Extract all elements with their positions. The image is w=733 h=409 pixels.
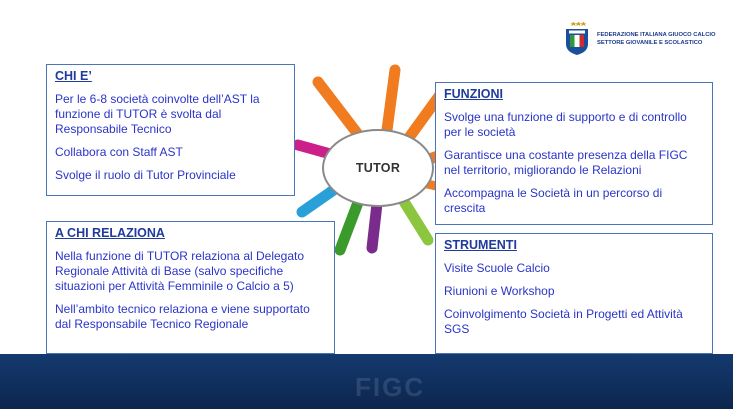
box-strumenti-title: STRUMENTI	[444, 238, 517, 252]
box-funzioni-item: Garantisce una costante presenza della FIGC nel territorio, migliorando le Relazioni	[444, 148, 688, 177]
box-strumenti-item: Coinvolgimento Società in Progetti ed Attività SGS	[444, 307, 683, 336]
box-chi-e-item: Svolge il ruolo di Tutor Provinciale	[55, 168, 236, 182]
box-strumenti-item: Riunioni e Workshop	[444, 284, 555, 298]
box-chi-e	[46, 64, 295, 196]
figc-shield-icon	[563, 22, 591, 56]
center-label: TUTOR	[355, 161, 401, 175]
footer-watermark: FIGC	[355, 372, 426, 402]
box-a-chi-relaziona-item: Nella funzione di TUTOR relaziona al Delegato Regionale Attività di Base (salvo specifiche situazioni per Attività Femminile o Calcio a 5)	[55, 249, 305, 293]
logo-line-2: SETTORE GIOVANILE E SCOLASTICO	[597, 40, 703, 46]
box-chi-e-item: Collabora con Staff AST	[55, 145, 183, 159]
box-strumenti	[435, 233, 713, 354]
center-node	[322, 129, 434, 207]
footer-band	[0, 354, 733, 409]
box-funzioni	[435, 82, 713, 225]
box-strumenti-item: Visite Scuole Calcio	[444, 261, 550, 275]
box-a-chi-relaziona-title: A CHI RELAZIONA	[55, 226, 165, 240]
box-chi-e-item: Per le 6-8 società coinvolte dell’AST la funzione di TUTOR è svolta dal Responsabile Tecnico	[55, 92, 260, 136]
box-a-chi-relaziona	[46, 221, 335, 354]
box-funzioni-item: Svolge una funzione di supporto e di controllo per le società	[444, 110, 687, 139]
box-chi-e-title: CHI E’	[55, 69, 92, 83]
box-a-chi-relaziona-item: Nell’ambito tecnico relaziona e viene supportato dal Responsabile Tecnico Regionale	[55, 302, 310, 331]
box-funzioni-item: Accompagna le Società in un percorso di crescita	[444, 186, 663, 215]
logo-line-1: FEDERAZIONE ITALIANA GIUOCO CALCIO	[597, 32, 716, 38]
box-funzioni-title: FUNZIONI	[444, 87, 504, 101]
figc-logo	[563, 22, 716, 56]
